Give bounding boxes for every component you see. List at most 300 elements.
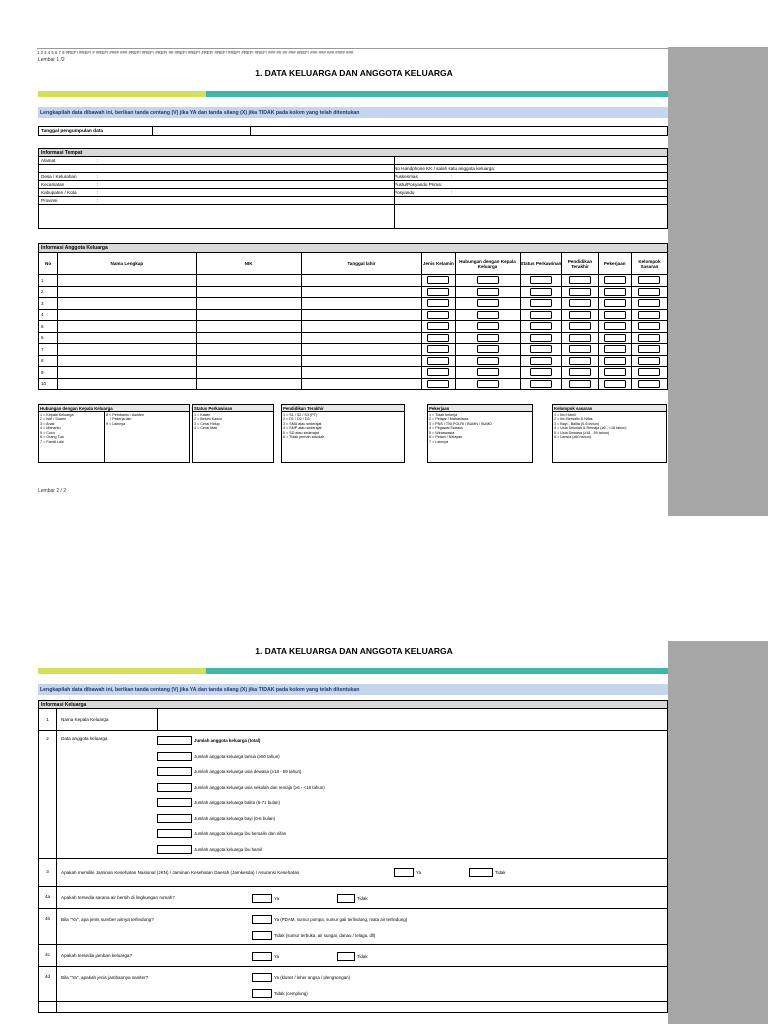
sheet-label: Lembar 1 /2 <box>38 57 65 63</box>
code-box[interactable] <box>638 322 660 330</box>
code-cell <box>422 332 455 344</box>
code-cell <box>422 275 455 287</box>
code-box[interactable] <box>604 299 626 307</box>
code-box[interactable] <box>604 345 626 353</box>
code-box[interactable] <box>427 276 449 284</box>
q4d-tidak[interactable] <box>252 989 308 998</box>
code-cell <box>598 355 631 367</box>
q3-tidak[interactable] <box>469 868 506 877</box>
col-header: Hubungan dengan Kepala Keluarga <box>455 253 520 275</box>
code-box[interactable] <box>427 334 449 342</box>
kecamatan-label: Kecamatan <box>41 182 65 187</box>
code-box[interactable] <box>530 380 552 388</box>
checkbox[interactable] <box>337 952 355 961</box>
q4b-ya[interactable] <box>252 915 407 924</box>
code-cell <box>631 332 667 344</box>
text-cell[interactable] <box>301 321 422 333</box>
q1-row <box>39 709 667 731</box>
row-number: 3 <box>39 298 58 310</box>
code-box[interactable] <box>569 311 591 319</box>
code-box[interactable] <box>427 288 449 296</box>
code-box[interactable] <box>477 299 499 307</box>
code-box[interactable] <box>569 368 591 376</box>
code-cell <box>455 344 520 356</box>
code-box[interactable] <box>477 322 499 330</box>
ya-label: Ya <box>274 954 280 959</box>
col-header: Status Perkawinan <box>520 253 562 275</box>
page-title-2: 1. DATA KELUARGA DAN ANGGOTA KELUARGA <box>255 646 453 656</box>
legend-title: Hubungan dengan Kepala Keluarga <box>39 405 189 412</box>
color-stripe <box>38 91 668 97</box>
hp-row[interactable] <box>39 165 667 173</box>
code-box[interactable] <box>569 357 591 365</box>
code-box[interactable] <box>477 288 499 296</box>
text-cell[interactable] <box>58 298 196 310</box>
code-box[interactable] <box>427 299 449 307</box>
q1-number: 1 <box>39 709 57 730</box>
informasi-keluarga-header: Informasi Keluarga <box>39 701 667 709</box>
kecamatan-row[interactable] <box>39 181 667 189</box>
code-box[interactable] <box>477 345 499 353</box>
table-row <box>39 275 668 287</box>
code-cell <box>520 355 562 367</box>
q2-item-label: Jumlah anggota keluarga ibu hamil <box>194 846 263 852</box>
code-cell <box>520 332 562 344</box>
q3-number: 3 <box>39 859 57 886</box>
colon: : <box>97 182 99 187</box>
text-cell[interactable] <box>301 344 422 356</box>
code-cell <box>422 355 455 367</box>
puskesmas-label: Puskesmas <box>394 174 418 179</box>
code-box[interactable] <box>427 345 449 353</box>
code-cell <box>598 321 631 333</box>
checkbox[interactable] <box>469 868 493 877</box>
checkbox[interactable] <box>252 915 272 924</box>
code-cell <box>562 344 598 356</box>
text-cell[interactable] <box>58 321 196 333</box>
code-cell <box>520 321 562 333</box>
col-header: Pekerjaan <box>598 253 631 275</box>
text-cell[interactable] <box>301 286 422 298</box>
code-cell <box>598 275 631 287</box>
code-cell <box>631 286 667 298</box>
q4b-row <box>39 909 667 945</box>
checkbox[interactable] <box>394 868 414 877</box>
text-cell[interactable] <box>196 298 301 310</box>
code-box[interactable] <box>477 357 499 365</box>
text-cell[interactable] <box>58 344 196 356</box>
ya-label: Ya <box>274 896 280 901</box>
q4a-number: 4a <box>39 887 57 908</box>
desa-row[interactable] <box>39 173 667 181</box>
text-cell[interactable] <box>196 275 301 287</box>
text-cell[interactable] <box>196 321 301 333</box>
q3-row <box>39 859 667 887</box>
code-cell <box>520 309 562 321</box>
code-box[interactable] <box>604 311 626 319</box>
code-cell <box>562 378 598 390</box>
ya-label: Ya (kloset / leher angsa / plengsengan) <box>274 975 351 980</box>
count-box[interactable] <box>157 736 192 745</box>
q4b-number: 4b <box>39 909 57 944</box>
checkbox[interactable] <box>252 989 272 998</box>
q2-item-label: Jumlah anggota keluarga usia dewasa (≥18 - 59 tahun) <box>194 769 302 774</box>
code-box[interactable] <box>530 368 552 376</box>
colon: : <box>451 174 453 179</box>
text-cell[interactable] <box>301 298 422 310</box>
text-cell[interactable] <box>196 367 301 379</box>
text-cell[interactable] <box>301 367 422 379</box>
code-cell <box>631 309 667 321</box>
colon: : <box>97 174 99 179</box>
code-cell <box>520 298 562 310</box>
q4a-ya[interactable] <box>252 894 279 903</box>
q2-row <box>39 731 667 859</box>
text-cell[interactable] <box>58 286 196 298</box>
code-box[interactable] <box>569 288 591 296</box>
text-cell[interactable] <box>196 286 301 298</box>
q4c-label: Apakah tersedia jamban keluarga? <box>61 953 132 958</box>
legend-title: Status Perkawinan <box>193 405 273 412</box>
tanggal-input[interactable] <box>153 127 251 135</box>
code-box[interactable] <box>530 345 552 353</box>
row-number: 6 <box>39 332 58 344</box>
code-box[interactable] <box>569 276 591 284</box>
text-cell[interactable] <box>58 309 196 321</box>
code-box[interactable] <box>638 357 660 365</box>
code-box[interactable] <box>569 299 591 307</box>
code-cell <box>631 321 667 333</box>
q3-label: Apakah memiliki Jaminan Kesehatan Nasional (JKN) / Jaminan Kesehatan Daerah (Jamkesda) / Asuransi Kesehatan <box>61 870 300 875</box>
text-cell[interactable] <box>58 367 196 379</box>
count-box[interactable] <box>157 829 192 838</box>
q2-item[interactable] <box>157 752 280 761</box>
table-row <box>39 344 668 356</box>
text-cell[interactable] <box>196 309 301 321</box>
informasi-tempat <box>38 148 668 229</box>
code-box[interactable] <box>530 311 552 319</box>
q2-label: Data anggota keluarga <box>61 736 108 741</box>
code-box[interactable] <box>530 357 552 365</box>
alamat-label: Alamat <box>41 158 56 163</box>
code-box[interactable] <box>427 380 449 388</box>
code-box[interactable] <box>427 357 449 365</box>
count-box[interactable] <box>157 752 192 761</box>
table-row <box>39 309 668 321</box>
tidak-label: Tidak <box>357 954 368 959</box>
code-box[interactable] <box>604 357 626 365</box>
q2-item[interactable] <box>157 798 280 807</box>
table-row <box>39 355 668 367</box>
tanggal-row <box>38 126 668 136</box>
next-number <box>39 1002 57 1012</box>
desa-label: Desa / Kelurahan <box>41 174 77 179</box>
legend-box <box>281 404 405 463</box>
code-box[interactable] <box>604 334 626 342</box>
q4b-tidak[interactable] <box>252 931 375 940</box>
code-cell <box>631 275 667 287</box>
provinsi-label: Provinsi <box>41 198 58 203</box>
row-number: 4 <box>39 309 58 321</box>
code-cell <box>455 321 520 333</box>
code-cell <box>455 275 520 287</box>
provinsi-row[interactable] <box>39 197 667 205</box>
q2-item-label: Jumlah anggota keluarga lansia (≥60 tahun) <box>194 753 280 759</box>
text-cell[interactable] <box>196 378 301 390</box>
q4b-label: Bila "Ya", apa jenis sumber airnya terlindung? <box>61 917 154 922</box>
count-box[interactable] <box>157 814 192 823</box>
gray-margin-bottom <box>668 641 768 1024</box>
code-box[interactable] <box>477 334 499 342</box>
checkbox[interactable] <box>252 894 272 903</box>
text-cell[interactable] <box>301 378 422 390</box>
legend-body: 1 = Ibu Hamil 2 = Ibu Bersalin & Nifas 3 = Bayi - Balita (0-6 tahun) 4 = Usia Sekolah & Remaja (≥6 - <18 tahun) 5 = Usia Dewasa (≥18 - 59 tahun) 6 = Lansia (≥60 tahun) <box>554 412 627 440</box>
legend-body: 8 = Pembantu / Asisten / Pekerja lain 9 = Lainnya <box>106 412 145 426</box>
code-cell <box>520 367 562 379</box>
text-cell[interactable] <box>301 332 422 344</box>
text-cell[interactable] <box>301 275 422 287</box>
code-cell <box>598 309 631 321</box>
row-number: 2 <box>39 286 58 298</box>
code-box[interactable] <box>638 311 660 319</box>
hp-label: No Handphone KK / salah satu anggota keluarga: <box>394 166 496 171</box>
table-row <box>39 332 668 344</box>
legend-body: 1 = Kepala Keluarga 2 = Istri / Suami 3 = Anak 4 = Menantu 5 = Cucu 6 = Orang Tua 7 = Famili Lain <box>39 412 105 462</box>
code-cell <box>422 309 455 321</box>
code-box[interactable] <box>530 288 552 296</box>
code-cell <box>520 286 562 298</box>
q4d-label: Bila "Ya", apakah jenis jambannya saniter? <box>61 975 149 980</box>
code-cell <box>520 275 562 287</box>
anggota-header-box <box>38 243 668 252</box>
code-cell <box>562 286 598 298</box>
legend-title: Pekerjaan <box>428 405 532 412</box>
nama-kk-input[interactable] <box>157 709 667 730</box>
q1-label: Nama Kepala Keluarga <box>61 717 109 722</box>
code-box[interactable] <box>604 322 626 330</box>
legend-body: 1 = Tidak bekerja 2 = Pelajar / Mahasiswa 3 = PNS / TNI-POLRI / BUMN / BUMD 4 = Pegawai Swasta 5 = Wiraswasta 6 = Petani / Nelayan 7 = Lainnya <box>429 412 492 445</box>
text-cell[interactable] <box>196 355 301 367</box>
q4c-tidak[interactable] <box>337 952 368 961</box>
ya-label: Ya <box>416 870 422 875</box>
row-number: 1 <box>39 275 58 287</box>
q4d-number: 4d <box>39 967 57 1001</box>
text-cell[interactable] <box>196 332 301 344</box>
text-cell[interactable] <box>196 344 301 356</box>
count-box[interactable] <box>157 798 192 807</box>
code-box[interactable] <box>530 276 552 284</box>
table-row <box>39 321 668 333</box>
row-number: 5 <box>39 321 58 333</box>
code-box[interactable] <box>477 276 499 284</box>
code-cell <box>455 298 520 310</box>
count-box[interactable] <box>157 767 192 776</box>
code-cell <box>598 344 631 356</box>
count-box[interactable] <box>157 845 192 854</box>
q2-item[interactable] <box>157 845 262 854</box>
code-box[interactable] <box>569 322 591 330</box>
kabupaten-row[interactable] <box>39 189 667 197</box>
code-box[interactable] <box>427 322 449 330</box>
code-cell <box>455 309 520 321</box>
code-cell <box>562 298 598 310</box>
legend-body: 1 = Kawin 2 = Belum Kawin 3 = Cerai Hidup 4 = Cerai Mati <box>194 412 222 431</box>
instruction-banner-2: Lengkapilah data dibawah ini, berikan tanda centang (V) jika YA dan tanda silang (X) jika TIDAK pada kolom yang telah ditentukan <box>38 684 668 695</box>
checkbox[interactable] <box>337 894 355 903</box>
checkbox[interactable] <box>252 952 272 961</box>
code-box[interactable] <box>638 345 660 353</box>
divider <box>394 157 395 228</box>
col-header: Nama Lengkap <box>58 253 196 275</box>
code-cell <box>631 378 667 390</box>
colon: : <box>97 198 99 203</box>
tidak-label: Tidak <box>495 870 506 875</box>
code-cell <box>631 367 667 379</box>
colon: : <box>97 190 99 195</box>
text-cell[interactable] <box>58 378 196 390</box>
code-box[interactable] <box>638 288 660 296</box>
q4d-ya[interactable] <box>252 973 350 982</box>
code-box[interactable] <box>604 368 626 376</box>
q2-item[interactable] <box>157 783 325 792</box>
code-cell <box>562 367 598 379</box>
q2-item-label: Jumlah anggota keluarga bayi (0-6 bulan) <box>194 815 276 821</box>
q4c-row <box>39 945 667 967</box>
kabupaten-label: Kabupaten / Kota <box>41 190 77 195</box>
gray-margin-top <box>668 47 768 516</box>
code-box[interactable] <box>477 311 499 319</box>
q2-number: 2 <box>39 731 57 858</box>
anggota-header: Informasi Anggota Keluarga <box>39 244 667 252</box>
anggota-table <box>38 252 668 390</box>
legend-box <box>427 404 533 463</box>
code-box[interactable] <box>477 380 499 388</box>
code-cell <box>422 367 455 379</box>
q2-item[interactable] <box>157 767 301 776</box>
code-box[interactable] <box>530 322 552 330</box>
code-box[interactable] <box>569 380 591 388</box>
tanggal-label: Tanggal pengumpulan data <box>39 127 153 135</box>
code-cell <box>422 378 455 390</box>
legend-title: Kelompok sasaran <box>553 405 666 412</box>
code-box[interactable] <box>569 345 591 353</box>
count-box[interactable] <box>157 783 192 792</box>
code-cell <box>631 298 667 310</box>
legend-box <box>192 404 274 463</box>
code-cell <box>562 355 598 367</box>
column-header-bar: 1 2 3 4 5 6 7 8 #REF! #REF! # #REF! #### ### #REF! #REF! #REF! ## #REF! #REF! #REF! #REF! #REF! #REF! #REF! ### ## ## ### #REF! ### ### ### #### ### <box>37 48 668 55</box>
code-cell <box>598 332 631 344</box>
q2-item-label: Jumlah anggota keluarga balita (6-71 bulan) <box>194 800 280 805</box>
code-box[interactable] <box>638 299 660 307</box>
table-row <box>39 367 668 379</box>
code-box[interactable] <box>638 334 660 342</box>
code-box[interactable] <box>638 368 660 376</box>
colon: : <box>451 190 453 195</box>
q2-item-label: Jumlah anggota keluarga usia sekolah dan remaja (≥6 - <18 tahun) <box>194 784 325 790</box>
q4a-tidak[interactable] <box>337 894 368 903</box>
code-cell <box>598 298 631 310</box>
col-header: Kelompok Sasaran <box>631 253 667 275</box>
code-box[interactable] <box>638 380 660 388</box>
informasi-keluarga <box>38 700 668 1013</box>
code-box[interactable] <box>530 334 552 342</box>
q3-ya[interactable] <box>394 868 421 877</box>
code-box[interactable] <box>427 368 449 376</box>
code-cell <box>455 332 520 344</box>
code-box[interactable] <box>604 380 626 388</box>
table-row <box>39 286 668 298</box>
legend-box <box>552 404 667 463</box>
checkbox[interactable] <box>252 973 272 982</box>
text-cell[interactable] <box>58 355 196 367</box>
next-row <box>39 1002 667 1012</box>
code-box[interactable] <box>604 276 626 284</box>
code-cell <box>562 321 598 333</box>
col-header: Pendidikan Terakhir <box>562 253 598 275</box>
alamat-row[interactable] <box>39 157 667 165</box>
q4a-row <box>39 887 667 909</box>
row-number: 9 <box>39 367 58 379</box>
text-cell[interactable] <box>58 275 196 287</box>
text-cell[interactable] <box>301 355 422 367</box>
code-cell <box>422 321 455 333</box>
q2-item[interactable] <box>157 814 275 823</box>
q4d-row <box>39 967 667 1002</box>
q2-item[interactable] <box>157 829 286 838</box>
code-cell <box>455 378 520 390</box>
code-cell <box>422 286 455 298</box>
legend-box <box>38 404 190 463</box>
tidak-label: Tidak (cemplung) <box>274 991 308 996</box>
code-cell <box>631 355 667 367</box>
col-header: NIK <box>196 253 301 275</box>
code-cell <box>598 367 631 379</box>
tidak-label: Tidak <box>357 896 368 901</box>
code-box[interactable] <box>427 311 449 319</box>
q2-item[interactable] <box>157 736 260 745</box>
table-row <box>39 298 668 310</box>
q2-item-label: Jumlah anggota keluarga (total) <box>194 738 261 743</box>
code-box[interactable] <box>638 276 660 284</box>
row-number: 10 <box>39 378 58 390</box>
code-cell <box>455 286 520 298</box>
colon: : <box>97 158 99 163</box>
code-cell <box>520 378 562 390</box>
pustu-label: Pustu/Posyandu Prima: <box>394 182 443 187</box>
code-cell <box>631 344 667 356</box>
row-number: 7 <box>39 344 58 356</box>
q4c-ya[interactable] <box>252 952 279 961</box>
text-cell[interactable] <box>301 309 422 321</box>
color-stripe-2 <box>38 668 668 674</box>
code-cell <box>562 309 598 321</box>
code-cell <box>520 344 562 356</box>
code-cell <box>455 355 520 367</box>
informasi-tempat-header: Informasi Tempat <box>39 149 667 157</box>
code-box[interactable] <box>569 334 591 342</box>
code-box[interactable] <box>530 299 552 307</box>
posyandu-label: Posyandu <box>394 190 415 195</box>
text-cell[interactable] <box>58 332 196 344</box>
sheet-label-2: Lembar 2 / 2 <box>38 488 67 494</box>
checkbox[interactable] <box>252 931 272 940</box>
code-box[interactable] <box>477 368 499 376</box>
code-cell <box>598 286 631 298</box>
code-box[interactable] <box>604 288 626 296</box>
code-cell <box>422 298 455 310</box>
col-header: Jenis Kelamin <box>422 253 455 275</box>
